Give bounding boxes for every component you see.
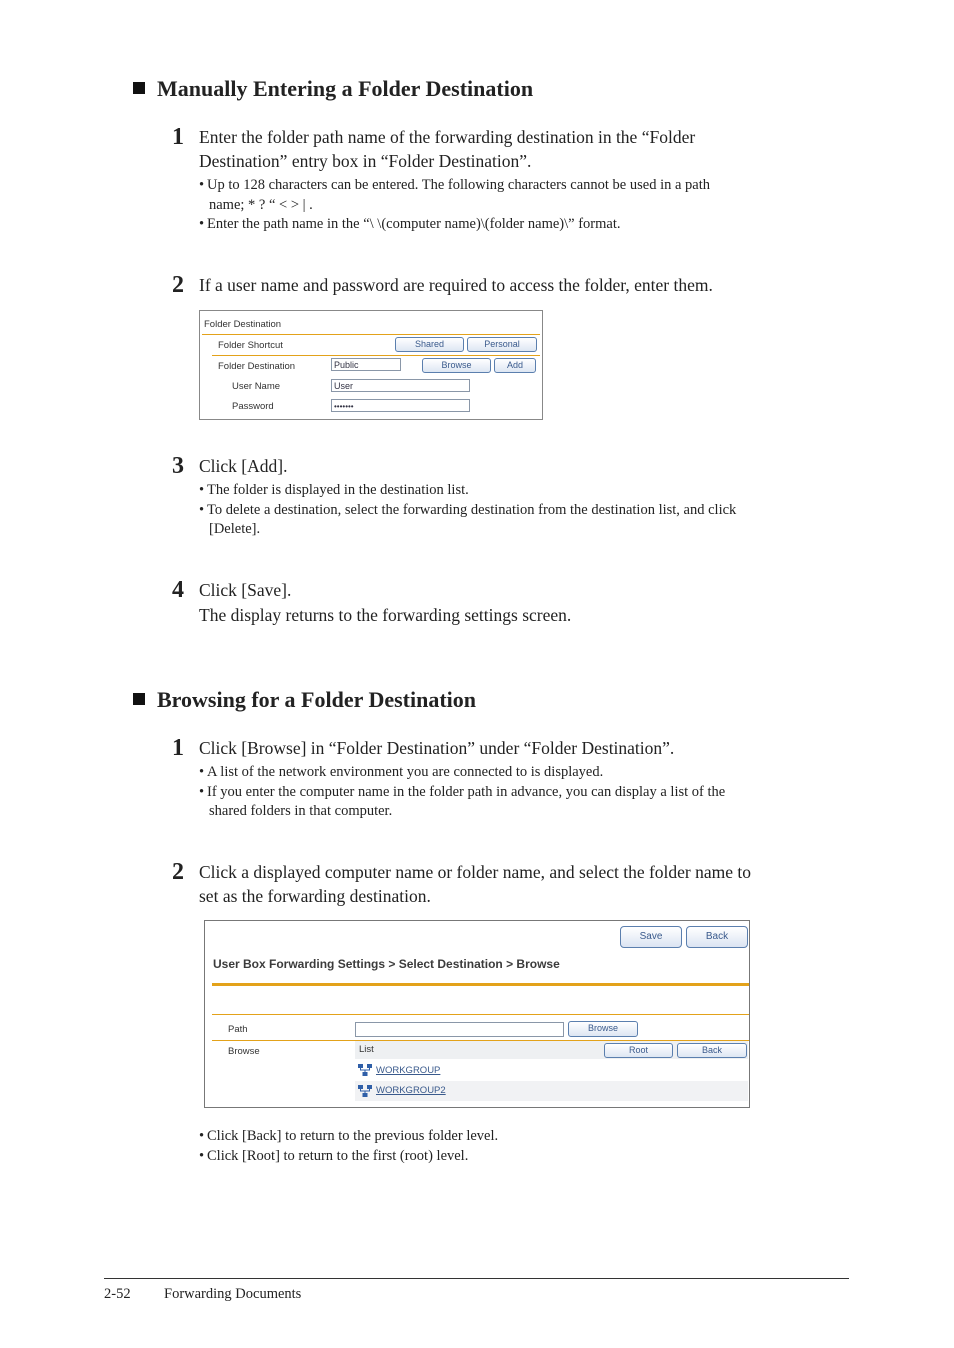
- list-item: shared folders in that computer.: [209, 803, 393, 819]
- divider: [212, 355, 540, 356]
- step-text-line: set as the forwarding destination.: [199, 886, 431, 906]
- breadcrumb: User Box Forwarding Settings > Select Destination > Browse: [213, 957, 560, 971]
- step-subtext: The display returns to the forwarding settings screen.: [199, 605, 572, 625]
- workgroup-link[interactable]: WORKGROUP: [376, 1065, 441, 1076]
- list-item: • To delete a destination, select the forwarding destination from the destination list, and click: [199, 501, 737, 518]
- folder-destination-label: Folder Destination: [218, 361, 296, 372]
- user-name-input[interactable]: User: [331, 379, 470, 392]
- list-back-button[interactable]: Back: [677, 1043, 747, 1058]
- bullet-text: Enter the path name in the “\ \(computer name)\(folder name)\” format.: [207, 216, 621, 232]
- list-item: • The folder is displayed in the destination list.: [199, 482, 469, 498]
- step-text: Click [Save].: [199, 580, 292, 600]
- save-button[interactable]: Save: [620, 926, 682, 948]
- bullet-text: Click [Back] to return to the previous folder level.: [207, 1128, 499, 1144]
- shared-button[interactable]: Shared: [395, 337, 464, 352]
- bullet-list: [199, 1127, 498, 1166]
- section-heading-manual: [133, 76, 533, 102]
- list-item: • Enter the path name in the “\ \(computer name)\(folder name)\” format.: [199, 216, 621, 232]
- list-item: [Delete].: [209, 521, 261, 537]
- step-number: 4: [172, 577, 184, 603]
- bullet-text: A list of the network environment you are connected to is displayed.: [207, 764, 604, 780]
- browse-button[interactable]: Browse: [422, 358, 491, 373]
- list-item: • Up to 128 characters can be entered. The following characters cannot be used in a path: [199, 177, 710, 193]
- list-label: List: [359, 1044, 374, 1055]
- path-input[interactable]: [355, 1022, 564, 1037]
- step-text: [199, 125, 695, 173]
- footer-title: Forwarding Documents: [164, 1286, 302, 1302]
- square-bullet-icon: [133, 82, 145, 94]
- step-text-line: Destination” entry box in “Folder Destination”.: [199, 151, 532, 171]
- list-item: • Click [Back] to return to the previous folder level.: [199, 1128, 499, 1144]
- bullet-text: If you enter the computer name in the folder path in advance, you can display a list of the: [207, 783, 726, 800]
- folder-destination-screenshot: [199, 310, 543, 420]
- path-label: Path: [228, 1024, 248, 1035]
- user-name-label: User Name: [232, 381, 281, 392]
- section-heading-browse: [133, 687, 476, 713]
- step-text: If a user name and password are required to access the folder, enter them.: [199, 275, 713, 295]
- divider: [212, 1014, 749, 1015]
- bullet-list: [199, 763, 725, 822]
- bullet-text: Click [Root] to return to the first (root) level.: [207, 1147, 469, 1164]
- list-item: name; * ? “ < > | .: [209, 196, 313, 213]
- folder-destination-input[interactable]: Public: [331, 358, 401, 371]
- step-text: Click [Browse] in “Folder Destination” under “Folder Destination”.: [199, 738, 675, 758]
- square-bullet-icon: [133, 693, 145, 705]
- step-number: 2: [172, 272, 184, 298]
- bullet-text: The folder is displayed in the destination list.: [207, 482, 469, 498]
- back-button[interactable]: Back: [686, 926, 748, 948]
- root-button[interactable]: Root: [604, 1043, 673, 1058]
- list-item: • A list of the network environment you are connected to is displayed.: [199, 764, 604, 780]
- divider: [202, 334, 540, 335]
- bullet-list: [199, 481, 736, 540]
- list-item: • If you enter the computer name in the folder path in advance, you can display a list of the: [199, 783, 726, 800]
- bullet-text: To delete a destination, select the forwarding destination from the destination list, and click: [207, 501, 737, 518]
- bullet-list: [199, 176, 710, 235]
- personal-button[interactable]: Personal: [467, 337, 537, 352]
- browse-label: Browse: [228, 1046, 260, 1057]
- add-button[interactable]: Add: [494, 358, 536, 373]
- browse-destination-screenshot: [204, 920, 750, 1108]
- network-icon: [358, 1085, 372, 1097]
- step-text: Click [Add].: [199, 456, 288, 476]
- workgroup2-link[interactable]: WORKGROUP2: [376, 1085, 446, 1096]
- page-number: 2-52: [104, 1286, 131, 1302]
- step-number: 2: [172, 859, 184, 885]
- heading-text: Manually Entering a Folder Destination: [157, 76, 534, 101]
- step-number: 1: [172, 735, 184, 761]
- step-text-line: Enter the folder path name of the forwarding destination in the “Folder: [199, 127, 696, 147]
- screenshot-title: Folder Destination: [204, 319, 282, 330]
- accent-bar: [212, 983, 749, 986]
- password-input[interactable]: •••••••: [331, 399, 470, 412]
- network-icon: [358, 1064, 372, 1076]
- heading-text: Browsing for a Folder Destination: [157, 687, 477, 712]
- list-item: • Click [Root] to return to the first (root) level.: [199, 1147, 469, 1164]
- step-text: [199, 860, 751, 908]
- password-label: Password: [232, 401, 274, 412]
- step-number: 1: [172, 124, 184, 150]
- footer-divider: [104, 1278, 849, 1279]
- browse-button[interactable]: Browse: [568, 1021, 638, 1037]
- folder-shortcut-label: Folder Shortcut: [218, 340, 283, 351]
- step-text-line: Click a displayed computer name or folder name, and select the folder name to: [199, 862, 752, 882]
- bullet-text: Up to 128 characters can be entered. The following characters cannot be used in a path: [207, 177, 710, 193]
- step-number: 3: [172, 453, 184, 479]
